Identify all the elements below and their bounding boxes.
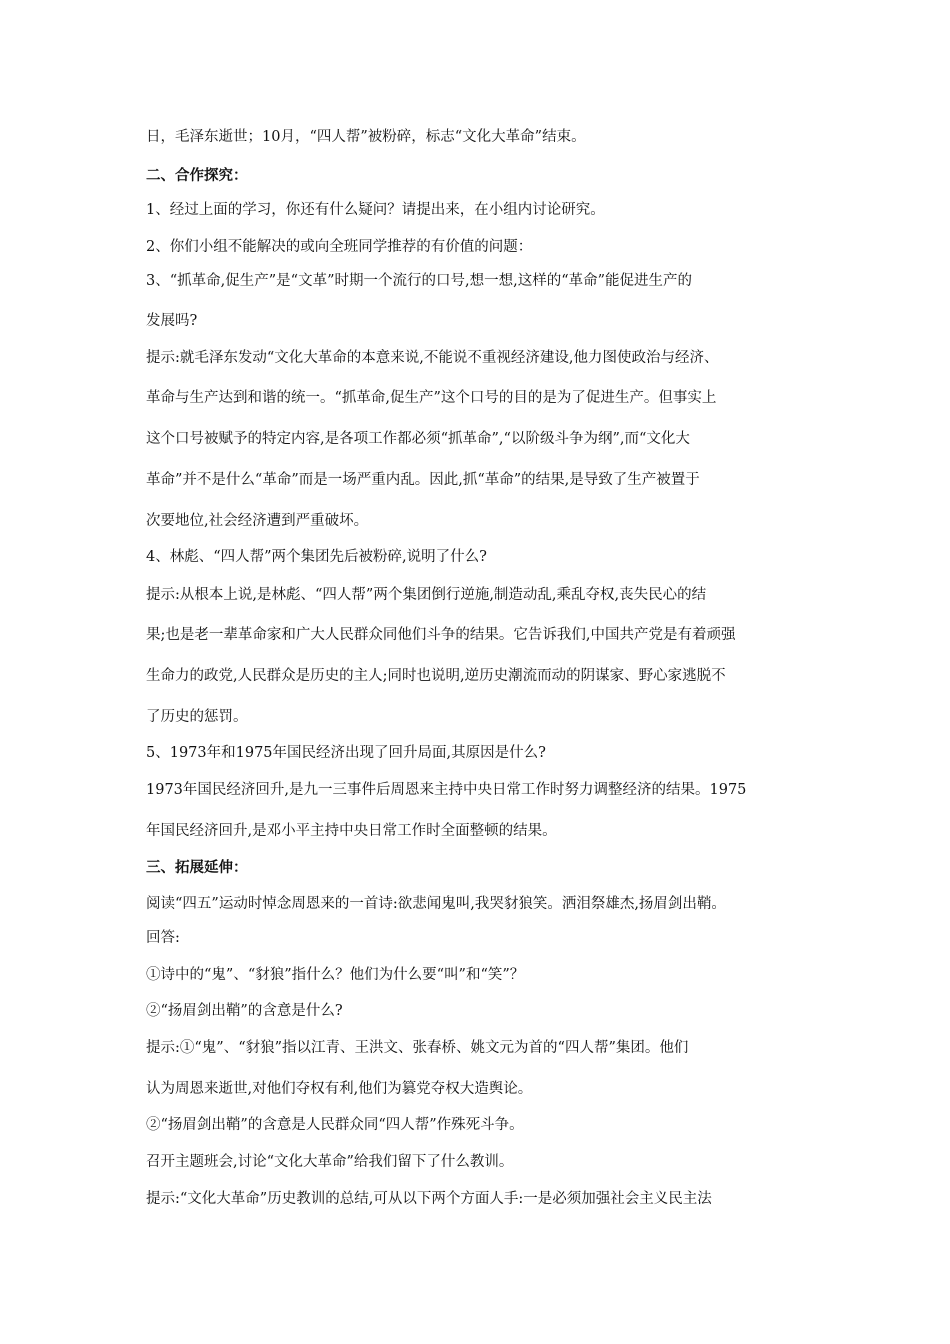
section-heading-extension: 三、拓展延伸： xyxy=(146,859,248,876)
question-2: 2、你们小组不能解决的或向全班同学推荐的有价值的问题： xyxy=(146,239,533,255)
class-meeting-prompt: 召开主题班会,讨论“文化大革命”给我们留下了什么教训。 xyxy=(146,1154,514,1170)
text-line: 革命与生产达到和谐的统一。“抓革命,促生产”这个口号的目的是为了促进生产。但事实上 xyxy=(146,390,717,406)
text-line: 次要地位,社会经济遭到严重破坏。 xyxy=(146,513,369,529)
hint-text: 提示:“文化大革命”历史教训的总结,可从以下两个方面人手:一是必须加强社会主义民主法 xyxy=(146,1191,712,1207)
hint-text: 提示:从根本上说,是林彪、“四人帮”两个集团倒行逆施,制造动乱,乘乱夺权,丧失民心的结 xyxy=(146,587,707,603)
question-3: 3、“抓革命,促生产”是“文革”时期一个流行的口号,想一想,这样的“革命”能促进生产的 xyxy=(146,273,693,289)
text-line: 革命”并不是什么“革命”而是一场严重内乱。因此,抓“革命”的结果,是导致了生产被置于 xyxy=(146,472,700,488)
answer-text: 1973年国民经济回升,是九一三事件后周恩来主持中央日常工作时努力调整经济的结果。1975 xyxy=(146,782,747,798)
text-line: 生命力的政党,人民群众是历史的主人;同时也说明,逆历史潮流而动的阴谋家、野心家逃脱不 xyxy=(146,668,726,684)
text-line: ②“扬眉剑出鞘”的含意是人民群众同“四人帮”作殊死斗争。 xyxy=(146,1117,524,1133)
question-1: 1、经过上面的学习，你还有什么疑问？请提出来，在小组内讨论研究。 xyxy=(146,202,605,218)
hint-text: 提示:①“鬼”、“豺狼”指以江青、王洪文、张春桥、姚文元为首的“四人帮”集团。他们 xyxy=(146,1040,689,1056)
section-heading-cooperative-inquiry: 二、合作探究： xyxy=(146,167,248,184)
text-line: 认为周恩来逝世,对他们夺权有利,他们为篡党夺权大造舆论。 xyxy=(146,1081,533,1097)
hint-text: 提示:就毛泽东发动“文化大革命的本意来说,不能说不重视经济建设,他力图使政治与经济、 xyxy=(146,350,719,366)
text-line: 了历史的惩罚。 xyxy=(146,709,248,725)
text-line: 回答: xyxy=(146,930,180,946)
text-line: 年国民经济回升,是邓小平主持中央日常工作时全面整顿的结果。 xyxy=(146,823,557,839)
text-line: 果;也是老一辈革命家和广大人民群众同他们斗争的结果。它告诉我们,中国共产党是有着顽强 xyxy=(146,627,736,643)
question-5: 5、1973年和1975年国民经济出现了回升局面,其原因是什么? xyxy=(146,745,546,761)
reading-text: 阅读“四五”运动时悼念周恩来的一首诗:欲悲闻鬼叫,我哭豺狼笑。洒泪祭雄杰,扬眉剑出鞘。 xyxy=(146,896,726,912)
sub-question-2: ②“扬眉剑出鞘”的含意是什么? xyxy=(146,1003,343,1019)
text-line: 日，毛泽东逝世；10月，“四人帮”被粉碎，标志“文化大革命”结束。 xyxy=(146,129,586,145)
text-line: 这个口号被赋予的特定内容,是各项工作都必须“抓革命”,“以阶级斗争为纲”,而“文化大 xyxy=(146,431,690,447)
text-line: 发展吗? xyxy=(146,313,198,329)
question-4: 4、林彪、“四人帮”两个集团先后被粉碎,说明了什么? xyxy=(146,549,487,565)
sub-question-1: ①诗中的“鬼”、“豺狼”指什么？他们为什么要“叫”和“笑”？ xyxy=(146,967,525,983)
